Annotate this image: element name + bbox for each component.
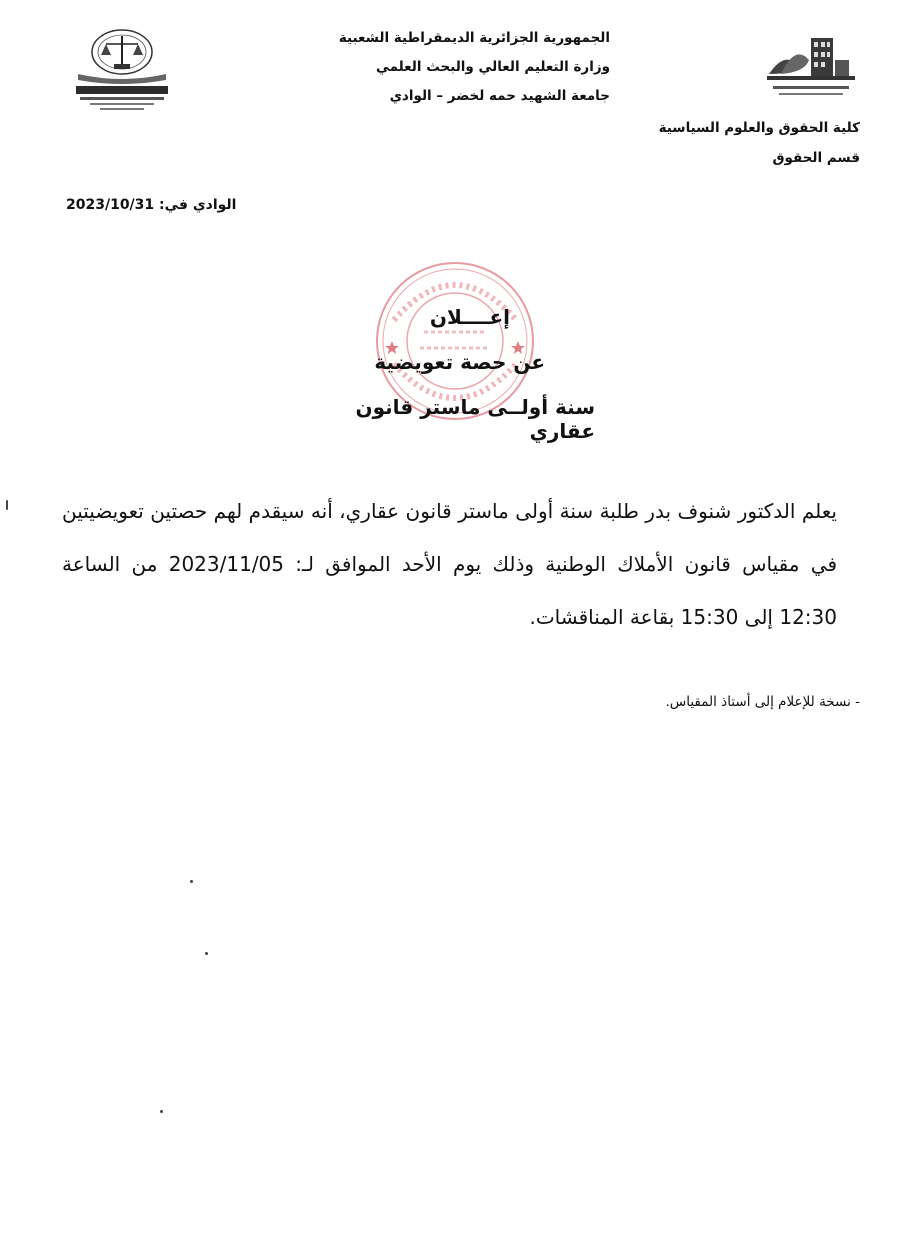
ministry-name: وزارة التعليم العالي والبحث العلمي	[375, 59, 610, 75]
announcement-audience: سنة أولــى ماستر قانون عقاري	[355, 395, 595, 443]
scan-speck	[190, 880, 193, 883]
faculty-block	[659, 113, 860, 173]
department-name: قسم الحقوق	[772, 150, 860, 166]
scan-speck	[205, 952, 208, 955]
date-label: الوادي في:	[159, 197, 237, 213]
university-building-icon	[765, 30, 857, 100]
announcement-body: يعلم الدكتور شنوف بدر طلبة سنة أولى ماستر قانون عقاري، أنه سيقدم لهم حصتين تعويضيتين في مقياس قانون الأملاك الوطنية وذلك يوم الأحد الموافق لـ: 2023/11/05 من الساعة 12:30 إلى 15:30 بقاعة المناقشات.	[62, 499, 838, 629]
scan-speck	[6, 500, 8, 510]
copy-note: - نسخة للإعلام إلى أستاذ المقياس.	[665, 694, 860, 710]
date-line	[66, 197, 236, 213]
scales-emblem-icon	[70, 24, 174, 112]
university-logo	[765, 30, 857, 100]
faculty-logo	[70, 24, 174, 112]
republic-name: الجمهورية الجزائرية الديمقراطية الشعبية	[338, 30, 610, 46]
university-name: جامعة الشهيد حمه لخضر – الوادي	[389, 88, 610, 104]
faculty-name: كلية الحقوق والعلوم السياسية	[658, 120, 860, 136]
date-value: 2023/10/31	[66, 197, 155, 213]
announcement-subtitle: عن حصة تعويضية	[374, 350, 545, 374]
announcement-title: إعــــلان	[429, 305, 510, 329]
scan-speck	[160, 1110, 163, 1113]
letterhead	[300, 24, 610, 111]
